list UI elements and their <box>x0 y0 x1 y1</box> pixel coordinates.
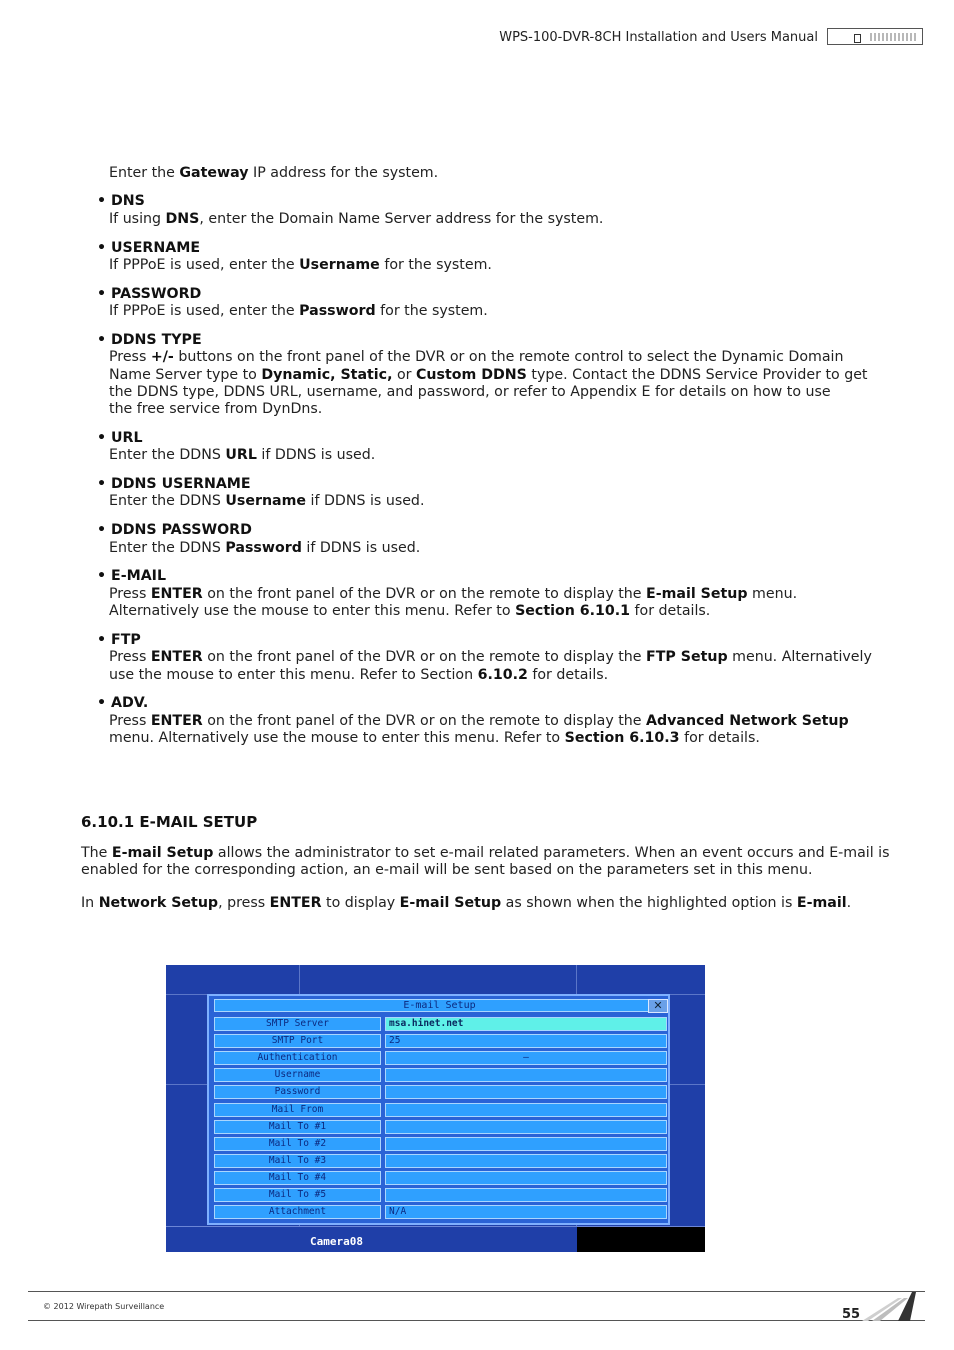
ddns-password-heading: • DDNS PASSWORD <box>97 522 252 538</box>
setting-value-field[interactable] <box>385 1085 667 1099</box>
device-panel-dots-icon <box>870 33 918 41</box>
setting-label: Mail To #2 <box>214 1137 381 1151</box>
copyright: © 2012 Wirepath Surveillance <box>43 1302 165 1311</box>
setting-label: Username <box>214 1068 381 1082</box>
close-icon[interactable]: ✕ <box>648 999 668 1013</box>
setting-value-field[interactable]: msa.hinet.net <box>385 1017 667 1031</box>
setting-row[interactable] <box>214 1103 665 1117</box>
email-line-2: Alternatively use the mouse to enter this menu. Refer to Section 6.10.1 for details. <box>109 603 711 619</box>
setting-label: Mail To #3 <box>214 1154 381 1168</box>
username-description: If PPPoE is used, enter the Username for the system. <box>109 257 492 273</box>
setting-label: Attachment <box>214 1205 381 1219</box>
footer-rule-bottom <box>28 1320 925 1321</box>
setting-row[interactable] <box>214 1154 665 1168</box>
setting-row[interactable] <box>214 1205 665 1219</box>
page-corner-logo-icon <box>858 1290 916 1321</box>
footer-rule-top <box>28 1291 925 1292</box>
setting-row[interactable] <box>214 1034 665 1048</box>
manual-title: WPS-100-DVR-8CH Installation and Users Manual <box>499 30 818 45</box>
setting-value-field[interactable] <box>385 1137 667 1151</box>
setting-row[interactable] <box>214 1120 665 1134</box>
email-line-1: Press ENTER on the front panel of the DVR or on the remote to display the E-mail Setup menu. <box>109 586 798 602</box>
setting-row[interactable] <box>214 1068 665 1082</box>
camera-label: Camera08 <box>310 1235 363 1248</box>
page-number: 55 <box>842 1307 861 1322</box>
setting-label: Mail To #5 <box>214 1188 381 1202</box>
email-heading: • E-MAIL <box>97 568 167 584</box>
setting-label: Authentication <box>214 1051 381 1065</box>
url-description: Enter the DDNS URL if DDNS is used. <box>109 447 376 463</box>
setting-value-field[interactable]: — <box>385 1051 667 1065</box>
setting-value-field[interactable] <box>385 1068 667 1082</box>
setting-row[interactable] <box>214 1188 665 1202</box>
dialog-title: E-mail Setup <box>214 999 665 1012</box>
device-slot-icon <box>854 34 861 43</box>
setting-label: Mail From <box>214 1103 381 1117</box>
ddns-password-description: Enter the DDNS Password if DDNS is used. <box>109 540 421 556</box>
password-heading: • PASSWORD <box>97 286 202 302</box>
ftp-heading: • FTP <box>97 632 141 648</box>
setting-value-field[interactable] <box>385 1120 667 1134</box>
setting-row[interactable] <box>214 1085 665 1099</box>
email-setup-dialog <box>207 994 670 1225</box>
dns-heading: • DNS <box>97 193 145 209</box>
ftp-line-1: Press ENTER on the front panel of the DVR or on the remote to display the FTP Setup menu. Alternatively <box>109 649 872 665</box>
gateway-description: Enter the Gateway IP address for the system. <box>109 165 439 181</box>
adv-line-1: Press ENTER on the front panel of the DVR or on the remote to display the Advanced Network Setup <box>109 713 849 729</box>
intro-line-2: enabled for the corresponding action, an e-mail will be sent based on the parameters set in this menu. <box>81 862 813 878</box>
setting-row[interactable] <box>214 1017 665 1031</box>
setting-value-field[interactable] <box>385 1103 667 1117</box>
setting-row[interactable] <box>214 1137 665 1151</box>
setting-label: SMTP Port <box>214 1034 381 1048</box>
adv-heading: • ADV. <box>97 695 149 711</box>
ddns-username-description: Enter the DDNS Username if DDNS is used. <box>109 493 425 509</box>
dns-description: If using DNS, enter the Domain Name Server address for the system. <box>109 211 604 227</box>
setting-value-field[interactable] <box>385 1188 667 1202</box>
setting-value-field[interactable]: N/A <box>385 1205 667 1219</box>
setting-row[interactable] <box>214 1051 665 1065</box>
ddns-type-line-1: Press +/- buttons on the front panel of the DVR or on the remote control to select the Dynamic Domain <box>109 349 844 365</box>
ddns-type-heading: • DDNS TYPE <box>97 332 202 348</box>
setting-value-field[interactable]: 25 <box>385 1034 667 1048</box>
setting-label: Mail To #4 <box>214 1171 381 1185</box>
ddns-type-line-2: Name Server type to Dynamic, Static, or Custom DDNS type. Contact the DDNS Service Provider to get <box>109 367 868 383</box>
adv-line-2: menu. Alternatively use the mouse to enter this menu. Refer to Section 6.10.3 for details. <box>109 730 760 746</box>
setting-value-field[interactable] <box>385 1171 667 1185</box>
ddns-type-line-3: the DDNS type, DDNS URL, username, and password, or refer to Appendix E for details on how to use <box>109 384 831 400</box>
intro-line-1: The E-mail Setup allows the administrator to set e-mail related parameters. When an event occurs and E-mail is <box>81 845 890 861</box>
setting-row[interactable] <box>214 1171 665 1185</box>
section-title: 6.10.1 E-MAIL SETUP <box>81 813 258 831</box>
password-description: If PPPoE is used, enter the Password for the system. <box>109 303 488 319</box>
status-bar-black-panel <box>577 1227 705 1252</box>
setting-label: Mail To #1 <box>214 1120 381 1134</box>
setting-value-field[interactable] <box>385 1154 667 1168</box>
setting-label: Password <box>214 1085 381 1099</box>
email-setup-screenshot <box>166 965 705 1252</box>
ddns-username-heading: • DDNS USERNAME <box>97 476 251 492</box>
ddns-type-line-4: the free service from DynDns. <box>109 401 323 417</box>
instruction-line: In Network Setup, press ENTER to display E-mail Setup as shown when the highlighted option is E-mail. <box>81 895 852 911</box>
setting-label: SMTP Server <box>214 1017 381 1031</box>
url-heading: • URL <box>97 430 143 446</box>
username-heading: • USERNAME <box>97 240 201 256</box>
dvr-device-icon <box>827 28 923 45</box>
ftp-line-2: use the mouse to enter this menu. Refer to Section 6.10.2 for details. <box>109 667 609 683</box>
